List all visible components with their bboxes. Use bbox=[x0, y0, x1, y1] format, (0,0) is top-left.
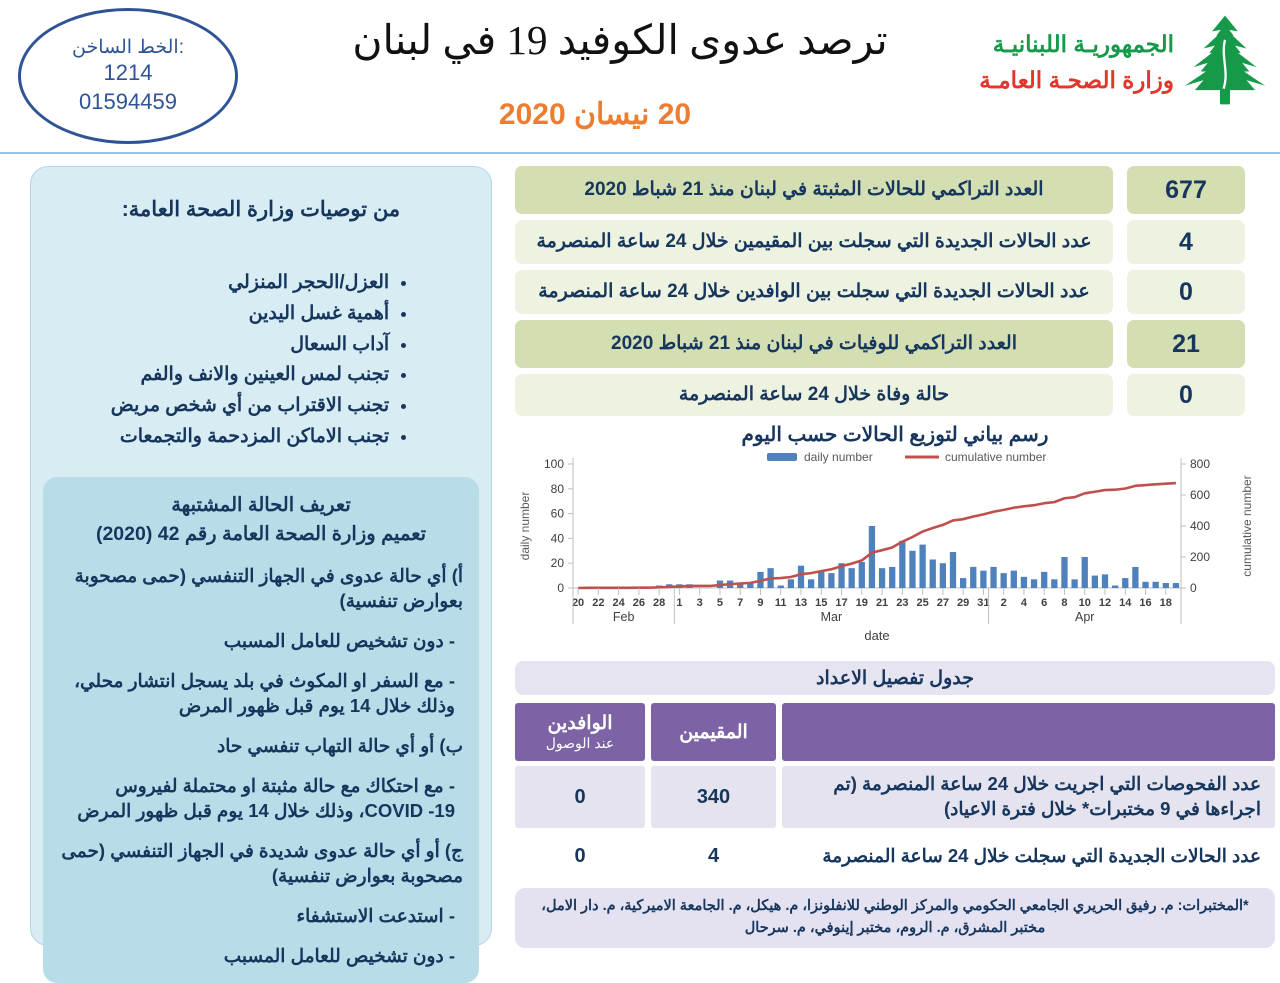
chart-text: 7 bbox=[737, 597, 744, 609]
daily-bar bbox=[1173, 583, 1179, 588]
definition-title-line2: تعميم وزارة الصحة العامة رقم 42 (2020) bbox=[95, 522, 427, 545]
recommendation-item: • آداب السعال bbox=[111, 330, 389, 361]
table-cell-arrivals: 0 bbox=[515, 766, 645, 828]
chart-text: 28 bbox=[653, 597, 666, 609]
daily-bar bbox=[1102, 574, 1108, 588]
chart-text: 800 bbox=[1190, 457, 1211, 471]
labs-footnote: *المختبرات: م. رفيق الحريري الجامعي الحكومي والمركز الوطني للانفلونزا، م. هيكل، م. الجامعة الاميركية، م. دار الامل، مختبر المشرق، م. الروم، مختبر إينوفي، م. سرحال bbox=[515, 888, 1275, 948]
table-cell-arrivals: 0 bbox=[515, 833, 645, 879]
ministry-name-line2: وزارة الصحـة العامـة bbox=[979, 66, 1174, 93]
daily-bar bbox=[849, 568, 855, 588]
daily-bar bbox=[940, 563, 946, 588]
ministry-name-line1: الجمهوريـة اللبنانيـة bbox=[992, 30, 1174, 57]
chart-text: 26 bbox=[632, 597, 645, 609]
definition-paragraph: ج) أو أي حالة عدوى شديدة في الجهاز التنفسي (حمى مصحوبة بعوارض تنفسية) bbox=[61, 839, 463, 886]
chart-text: 1 bbox=[676, 597, 683, 609]
daily-bar bbox=[1122, 578, 1128, 588]
chart-text: date bbox=[864, 628, 890, 643]
ministry-logo bbox=[979, 14, 1268, 111]
chart-text: 60 bbox=[550, 506, 564, 521]
chart-text: 400 bbox=[1190, 519, 1211, 533]
daily-bar bbox=[788, 579, 794, 588]
chart-text: daily number bbox=[518, 491, 532, 561]
chart-text: 8 bbox=[1061, 597, 1068, 609]
recommendations-list bbox=[111, 268, 411, 453]
chart-text: 27 bbox=[936, 597, 949, 609]
stat-value: 0 bbox=[1127, 374, 1245, 416]
definition-paragraph: - استدعت الاستشفاء bbox=[296, 904, 455, 926]
daily-bar bbox=[1011, 571, 1017, 588]
daily-bar bbox=[899, 541, 905, 588]
report-date: 20 نيسان 2020 bbox=[498, 98, 692, 131]
daily-bar bbox=[909, 551, 915, 588]
daily-bar bbox=[778, 586, 784, 588]
daily-bar bbox=[980, 571, 986, 588]
chart-text: 21 bbox=[875, 597, 889, 609]
chart-text: 80 bbox=[550, 481, 564, 496]
daily-bar bbox=[990, 567, 996, 588]
daily-bar bbox=[808, 579, 814, 588]
daily-bar bbox=[1001, 573, 1007, 588]
chart-title: رسم بياني لتوزيع الحالات حسب اليوم bbox=[741, 424, 1049, 446]
recommendations-title: من توصيات وزارة الصحة العامة: bbox=[121, 198, 401, 221]
table-row-label: عدد الفحوصات التي اجريت خلال 24 ساعة المنصرمة (تم اجراءها في 9 مختبرات* خلال فترة الاعياد) bbox=[782, 766, 1275, 828]
chart-text: 16 bbox=[1139, 597, 1152, 609]
definition-paragraph: ب) أو أي حالة التهاب تنفسي حاد bbox=[216, 734, 463, 756]
chart-text: cumulative number bbox=[1240, 475, 1254, 577]
daily-bar bbox=[818, 572, 824, 588]
recommendation-item: • تجنب لمس العينين والانف والفم bbox=[111, 360, 389, 391]
chart-text: 4 bbox=[1020, 597, 1027, 609]
definition-paragraph: - دون تشخيص للعامل المسبب bbox=[223, 630, 455, 652]
daily-bar bbox=[1153, 582, 1159, 588]
stat-row bbox=[515, 220, 1245, 264]
chart-text: 29 bbox=[957, 597, 970, 609]
chart-text: 13 bbox=[794, 597, 808, 609]
daily-bar bbox=[930, 559, 936, 588]
daily-bar bbox=[1061, 557, 1067, 588]
daily-bar bbox=[950, 552, 956, 588]
cedar-tree-icon bbox=[1182, 14, 1268, 111]
chart-text: 19 bbox=[855, 597, 868, 609]
daily-bar bbox=[1021, 577, 1027, 588]
daily-bar bbox=[879, 568, 885, 588]
hotline-badge bbox=[18, 8, 238, 144]
stat-value: 0 bbox=[1127, 270, 1245, 314]
daily-bar bbox=[1051, 579, 1057, 588]
stat-value: 4 bbox=[1127, 220, 1245, 264]
recommendation-item: • أهمية غسل اليدين bbox=[111, 299, 389, 330]
legend-bar-swatch bbox=[767, 453, 797, 461]
chart-text: 31 bbox=[977, 597, 990, 609]
chart-text: 23 bbox=[896, 597, 909, 609]
hotline-number-long: 01594459 bbox=[79, 88, 177, 114]
table-cell-residents: 4 bbox=[651, 833, 776, 879]
chart-text: 14 bbox=[1119, 597, 1132, 609]
chart-text: 24 bbox=[612, 597, 625, 609]
chart-text: 11 bbox=[774, 597, 787, 609]
chart-text: 0 bbox=[1190, 581, 1197, 595]
page-title: ترصد عدوى الكوفيد 19 في لبنان bbox=[352, 17, 888, 63]
stat-label: العدد التراكمي للوفيات في لبنان منذ 21 شباط 2020 bbox=[515, 320, 1113, 368]
summary-stats bbox=[515, 166, 1245, 416]
daily-bar bbox=[1031, 579, 1037, 588]
header-divider bbox=[0, 152, 1280, 154]
covid-cases-chart bbox=[515, 448, 1275, 653]
suspected-case-definition-box bbox=[43, 477, 479, 983]
daily-bar bbox=[1112, 586, 1118, 588]
chart-text: 20 bbox=[571, 597, 585, 609]
daily-bar bbox=[1071, 579, 1077, 588]
daily-bar bbox=[919, 545, 925, 588]
stat-label: العدد التراكمي للحالات المثبتة في لبنان منذ 21 شباط 2020 bbox=[515, 166, 1113, 214]
stat-value: 677 bbox=[1127, 166, 1245, 214]
daily-bar bbox=[1041, 572, 1047, 588]
chart-text: 9 bbox=[757, 597, 764, 609]
definition-title-line1: تعريف الحالة المشتبهة bbox=[171, 493, 351, 516]
hotline-label: الخط الساخن: bbox=[72, 36, 184, 58]
chart-text: 10 bbox=[1078, 597, 1091, 609]
daily-bar bbox=[1082, 557, 1088, 588]
details-section-title: جدول تفصيل الاعداد bbox=[515, 661, 1275, 695]
daily-bar bbox=[970, 567, 976, 588]
stat-row bbox=[515, 270, 1245, 314]
chart-text: cumulative number bbox=[945, 450, 1047, 464]
stat-label: حالة وفاة خلال 24 ساعة المنصرمة bbox=[515, 374, 1113, 416]
chart-text: 25 bbox=[916, 597, 929, 609]
chart-text: 200 bbox=[1190, 550, 1211, 564]
definition-paragraph: أ) أي حالة عدوى في الجهاز التنفسي (حمى مصحوبة بعوارض تنفسية) bbox=[74, 565, 463, 612]
daily-bar bbox=[798, 566, 804, 588]
recommendation-item: • العزل/الحجر المنزلي bbox=[111, 268, 389, 299]
definition-paragraph: - دون تشخيص للعامل المسبب bbox=[223, 944, 455, 966]
stat-row bbox=[515, 320, 1245, 368]
chart-text: 5 bbox=[716, 597, 723, 609]
chart-text: 20 bbox=[550, 556, 564, 571]
recommendation-item: • تجنب الاماكن المزدحمة والتجمعات bbox=[111, 422, 389, 453]
chart-text: 18 bbox=[1159, 597, 1172, 609]
chart-text: 600 bbox=[1190, 488, 1211, 502]
table-row-label: عدد الحالات الجديدة التي سجلت خلال 24 ساعة المنصرمة bbox=[782, 833, 1275, 879]
daily-bar bbox=[828, 573, 834, 588]
daily-bar bbox=[1142, 582, 1148, 588]
recommendations-sidebar bbox=[30, 166, 492, 966]
chart-text: 15 bbox=[815, 597, 828, 609]
chart-text: 0 bbox=[557, 581, 564, 595]
table-header-residents: المقيمين bbox=[651, 703, 776, 761]
daily-bar bbox=[1132, 567, 1138, 588]
daily-bar bbox=[889, 567, 895, 588]
chart-text: 6 bbox=[1041, 597, 1048, 609]
stat-label: عدد الحالات الجديدة التي سجلت بين الوافدين خلال 24 ساعة المنصرمة bbox=[515, 270, 1113, 314]
definition-paragraph: - مع السفر او المكوث في بلد يسجل انتشار محلي، وذلك خلال 14 يوم قبل ظهور المرض bbox=[74, 670, 455, 716]
hotline-number-short: 1214 bbox=[103, 59, 153, 85]
chart-text: 3 bbox=[696, 597, 703, 609]
daily-bar bbox=[960, 578, 966, 588]
table-cell-residents: 340 bbox=[651, 766, 776, 828]
details-table bbox=[515, 703, 1275, 879]
stat-label: عدد الحالات الجديدة التي سجلت بين المقيمين خلال 24 ساعة المنصرمة bbox=[515, 220, 1113, 264]
stat-row bbox=[515, 374, 1245, 416]
definition-paragraphs bbox=[59, 564, 463, 969]
chart-text: Apr bbox=[1075, 610, 1095, 624]
stat-row bbox=[515, 166, 1245, 214]
chart-text: 17 bbox=[835, 597, 848, 609]
chart-canvas bbox=[515, 448, 1275, 653]
chart-text: 12 bbox=[1098, 597, 1112, 609]
chart-text: 100 bbox=[543, 457, 564, 471]
chart-text: Feb bbox=[612, 610, 635, 624]
stat-value: 21 bbox=[1127, 320, 1245, 368]
chart-text: 22 bbox=[592, 597, 605, 609]
chart-text: 40 bbox=[550, 531, 564, 546]
daily-bar bbox=[1163, 583, 1169, 588]
recommendation-item: • تجنب الاقتراب من أي شخص مريض bbox=[111, 391, 389, 422]
table-header-arrivals: الوافدين عند الوصول bbox=[515, 703, 645, 761]
chart-text: daily number bbox=[804, 450, 873, 464]
chart-text: Mar bbox=[820, 610, 843, 624]
chart-text: 2 bbox=[1000, 597, 1007, 609]
daily-bar bbox=[1092, 576, 1098, 588]
daily-bar bbox=[869, 526, 875, 588]
table-header-spacer bbox=[782, 703, 1275, 761]
definition-paragraph: - مع احتكاك مع حالة مثبتة او محتملة لفيروس COVID -19، وذلك خلال 14 يوم قبل ظهور المرض bbox=[77, 774, 455, 821]
report-body bbox=[515, 166, 1275, 948]
daily-bar bbox=[859, 562, 865, 588]
